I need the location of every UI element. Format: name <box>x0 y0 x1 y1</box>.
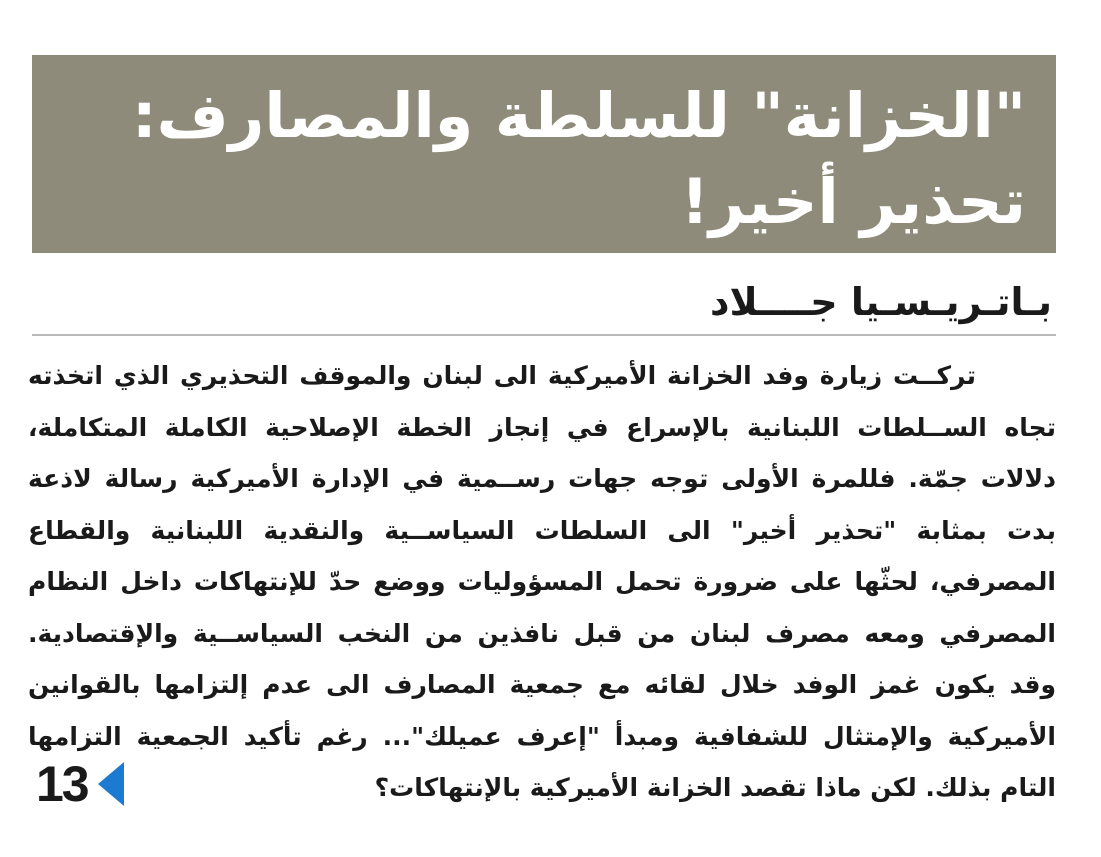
byline-section <box>32 272 1056 336</box>
article-line: تركــت زيارة وفد الخزانة الأميركية الى لبنان والموقف التحذيري الذي اتخذته <box>28 361 976 390</box>
article-line: المصرفي ومعه مصرف لبنان من قبل نافذين من النخب السياســية والإقتصادية. <box>28 618 1056 648</box>
article-line: التام بذلك. لكن ماذا تقصد الخزانة الأميركية بالإنتهاكات؟ <box>374 773 1056 802</box>
article-line: بدت بمثابة "تحذير أخير" الى السلطات السياســية والنقدية اللبنانية والقطاع <box>28 515 1056 545</box>
article-line: دلالات جمّة. فللمرة الأولى توجه جهات رســمية في الإدارة الأميركية رسالة لاذعة <box>28 464 1056 493</box>
article-line: وقد يكون غمز الوفد خلال لقائه مع جمعية المصارف الى عدم إلتزامها بالقوانين <box>28 670 1056 699</box>
author-byline: بـاتـريـسـيا جــــلاد <box>709 280 1052 324</box>
headline-line-2: تحذير أخير! <box>680 165 1026 238</box>
headline-box <box>32 55 1056 253</box>
triangle-left-icon <box>98 762 124 806</box>
page-marker <box>36 756 136 812</box>
article-line: الأميركية والإمتثال للشفافية ومبدأ "إعرف عميلك"... رغم تأكيد الجمعية التزامها <box>28 721 1056 751</box>
headline-line-1: "الخزانة" للسلطة والمصارف: <box>131 79 1026 152</box>
article-body <box>28 350 1056 820</box>
article-line: المصرفي، لحثّها على ضرورة تحمل المسؤوليات ووضع حدّ للإنتهاكات داخل النظام <box>28 567 1056 596</box>
article-line: تجاه الســلطات اللبنانية بالإسراع في إنجاز الخطة الإصلاحية الكاملة المتكاملة، <box>28 412 1056 442</box>
page-number: 13 <box>36 756 88 812</box>
